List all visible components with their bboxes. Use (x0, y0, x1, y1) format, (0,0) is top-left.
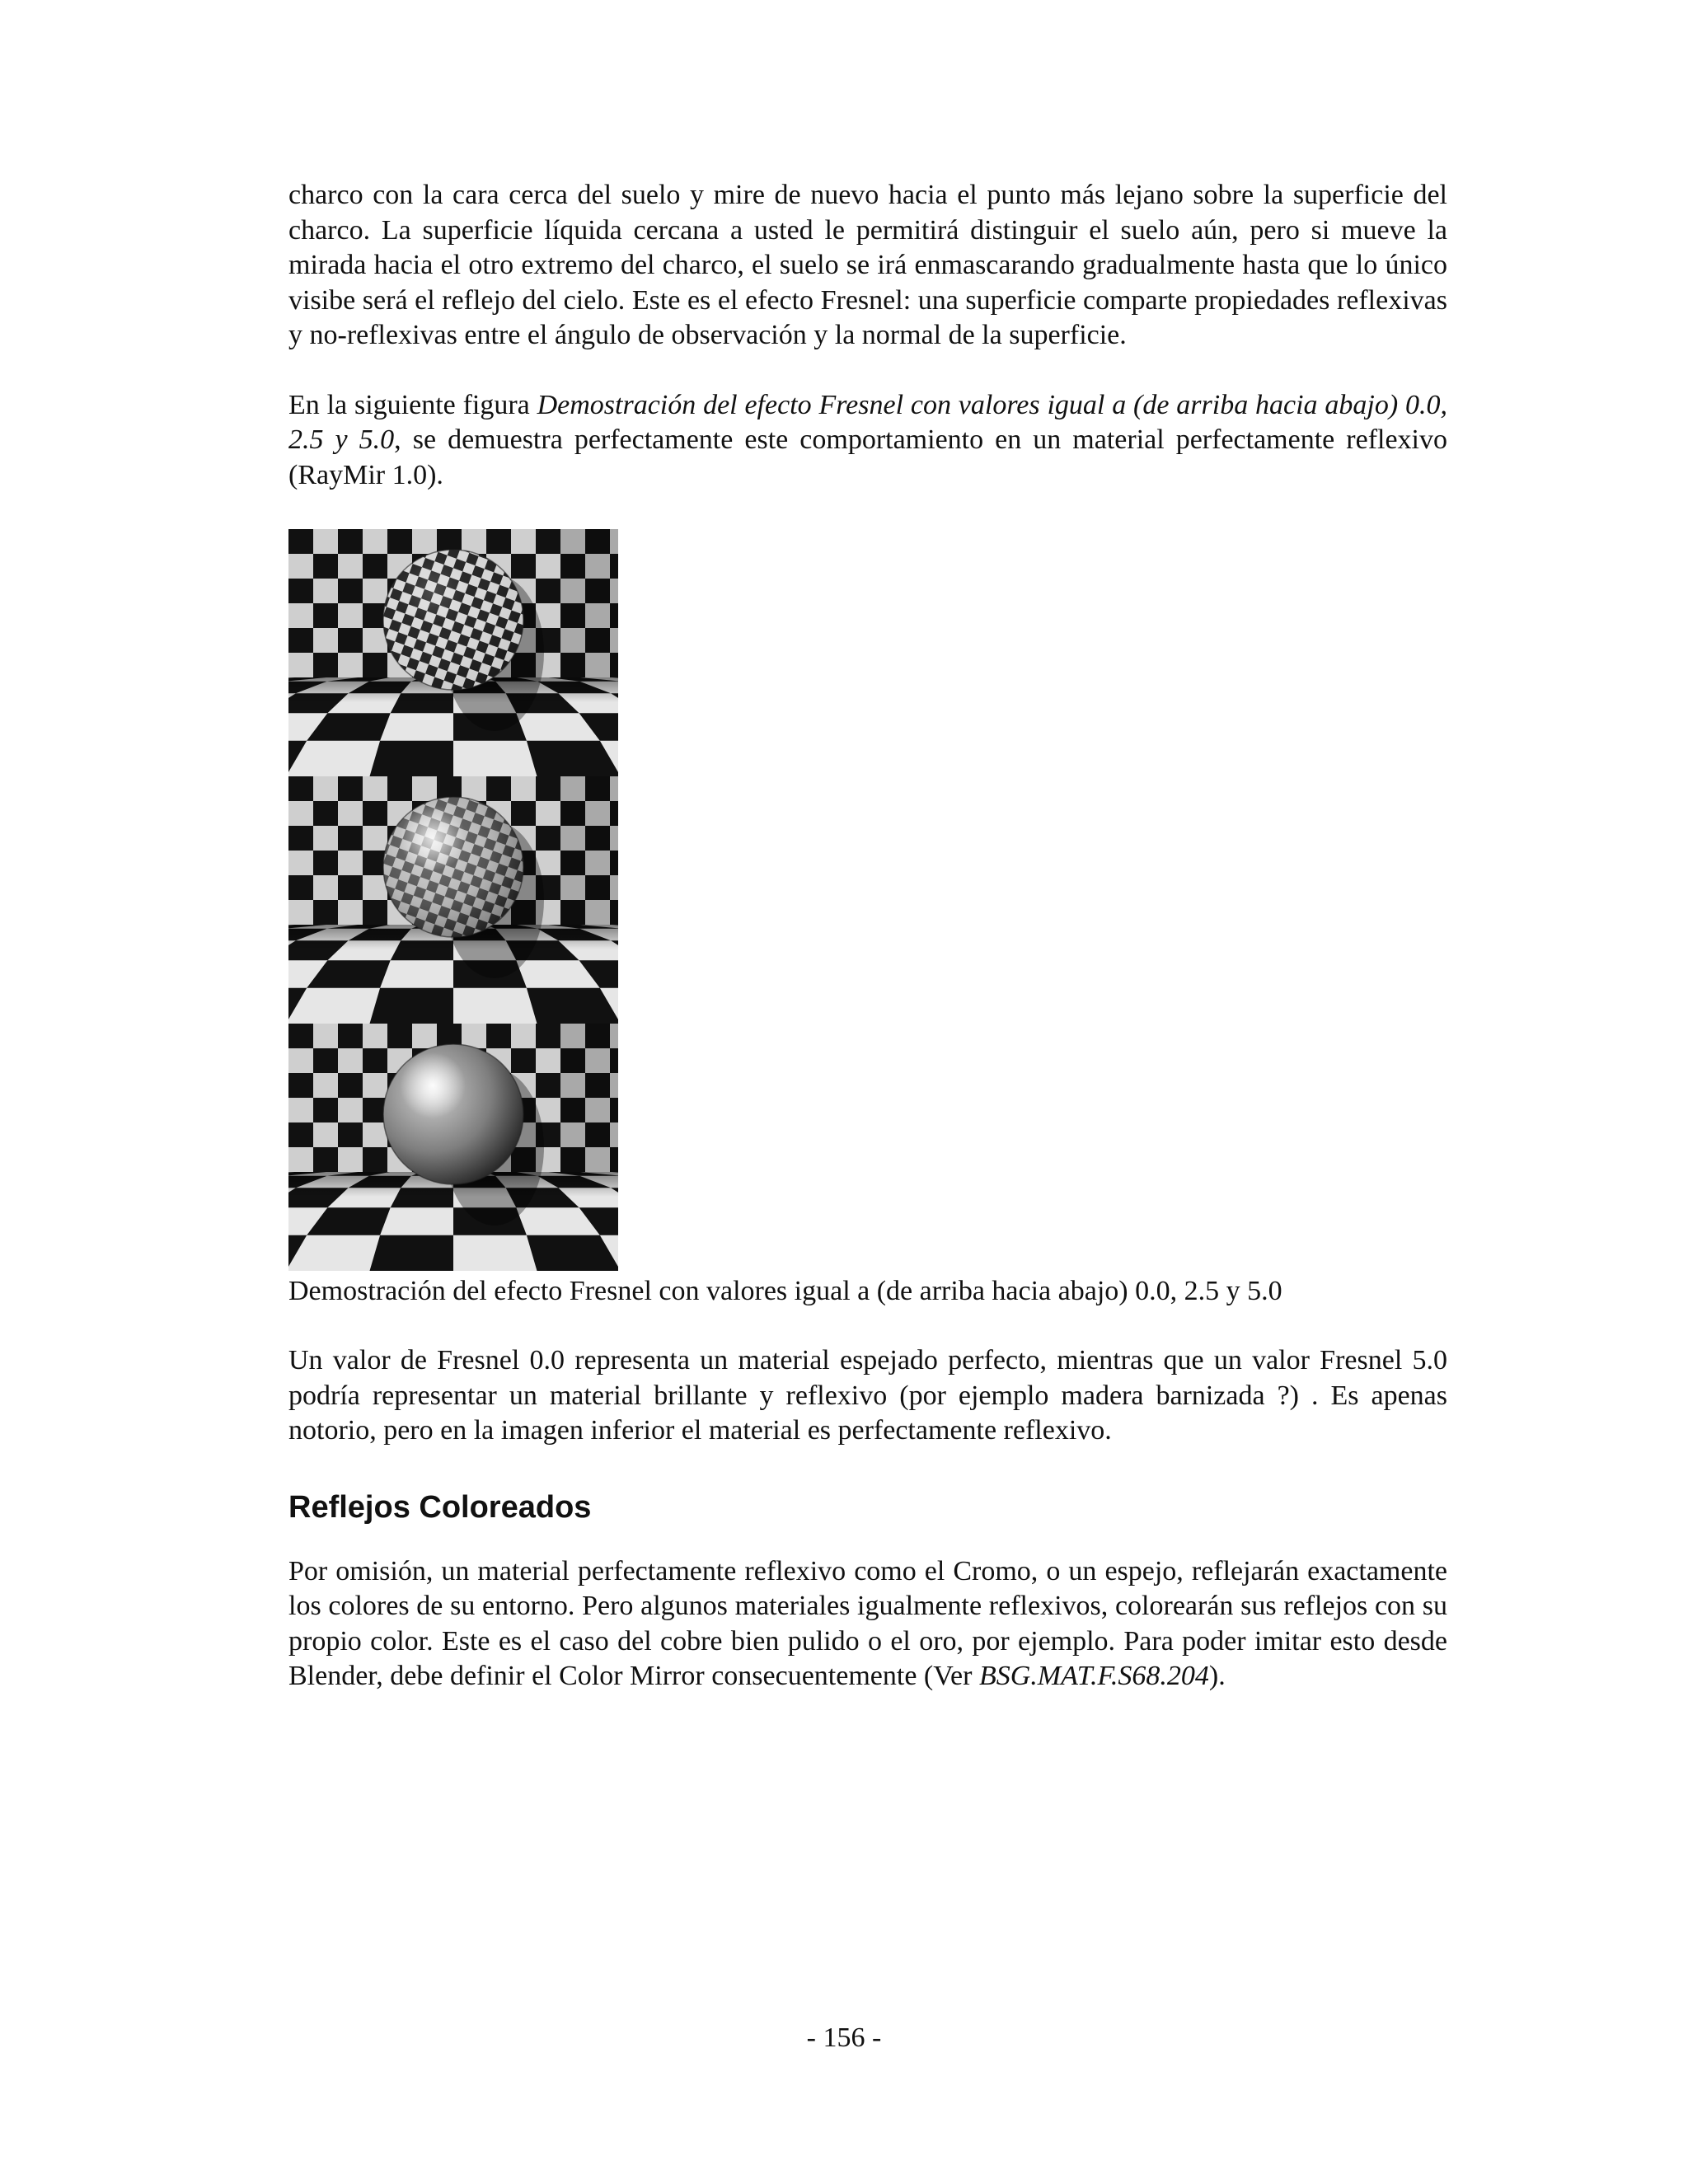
fresnel-figure (288, 529, 618, 1271)
figure-intro-tail: , se demuestra perfectamente este comportamiento en un material perfectamente reflexivo (RayMir 1.0). (288, 424, 1447, 490)
paragraph-fresnel-values: Un valor de Fresnel 0.0 representa un material espejado perfecto, mientras que un valor Fresnel 5.0 podría representar un material brillante y reflexivo (por ejemplo madera barnizada ?) . Es apenas notorio, pero en la imagen inferior el material es perfectamente reflexivo. (288, 1345, 1447, 1446)
figure-caption: Demostración del efecto Fresnel con valores igual a (de arriba hacia abajo) 0.0, 2.5 y 5.0 (288, 1276, 1282, 1306)
section-heading: Reflejos Coloreados (288, 1489, 592, 1525)
figure-intro-reference: Demostración del efecto Fresnel con valores igual a (de arriba hacia abajo) 0.0, 2.5 y 5.0 (288, 389, 1447, 455)
render-fresnel-5 (288, 1024, 618, 1271)
render-fresnel-0 (288, 529, 618, 776)
colored-reflections-lead: Por omisión, un material perfectamente reflexivo como el Cromo, o un espejo, reflejarán exactamente los colores de su entorno. Pero algunos materiales igualmente reflexivos, colorearán sus reflejos con su propio color. Este es el caso del cobre bien pulido o el oro, por ejemplo. Para poder imitar esto desde Blender, debe definir el Color Mirror consecuentemente (Ver (288, 1555, 1447, 1691)
figure-intro-lead: En la siguiente figura (288, 389, 537, 420)
colored-reflections-tail: ). (1208, 1661, 1226, 1691)
colored-reflections-reference: BSG.MAT.F.S68.204 (978, 1661, 1209, 1691)
page-number: - 156 - (806, 2022, 882, 2053)
paragraph-puddle-explanation: charco con la cara cerca del suelo y mire de nuevo hacia el punto más lejano sobre la superficie del charco. La superficie líquida cercana a usted le permitirá distinguir el suelo aún, pero si mueve la mirada hacia el otro extremo del charco, el suelo se irá enmascarando gradualmente hasta que lo único visibe será el reflejo del cielo. Este es el efecto Fresnel: una superficie comparte propiedades reflexivas y no-reflexivas entre el ángulo de observación y la normal de la superficie. (288, 180, 1447, 350)
paragraph-colored-reflections (288, 1554, 1447, 1694)
render-fresnel-2-5 (288, 776, 618, 1024)
page-content (288, 178, 1447, 1694)
paragraph-figure-intro (288, 388, 1447, 494)
